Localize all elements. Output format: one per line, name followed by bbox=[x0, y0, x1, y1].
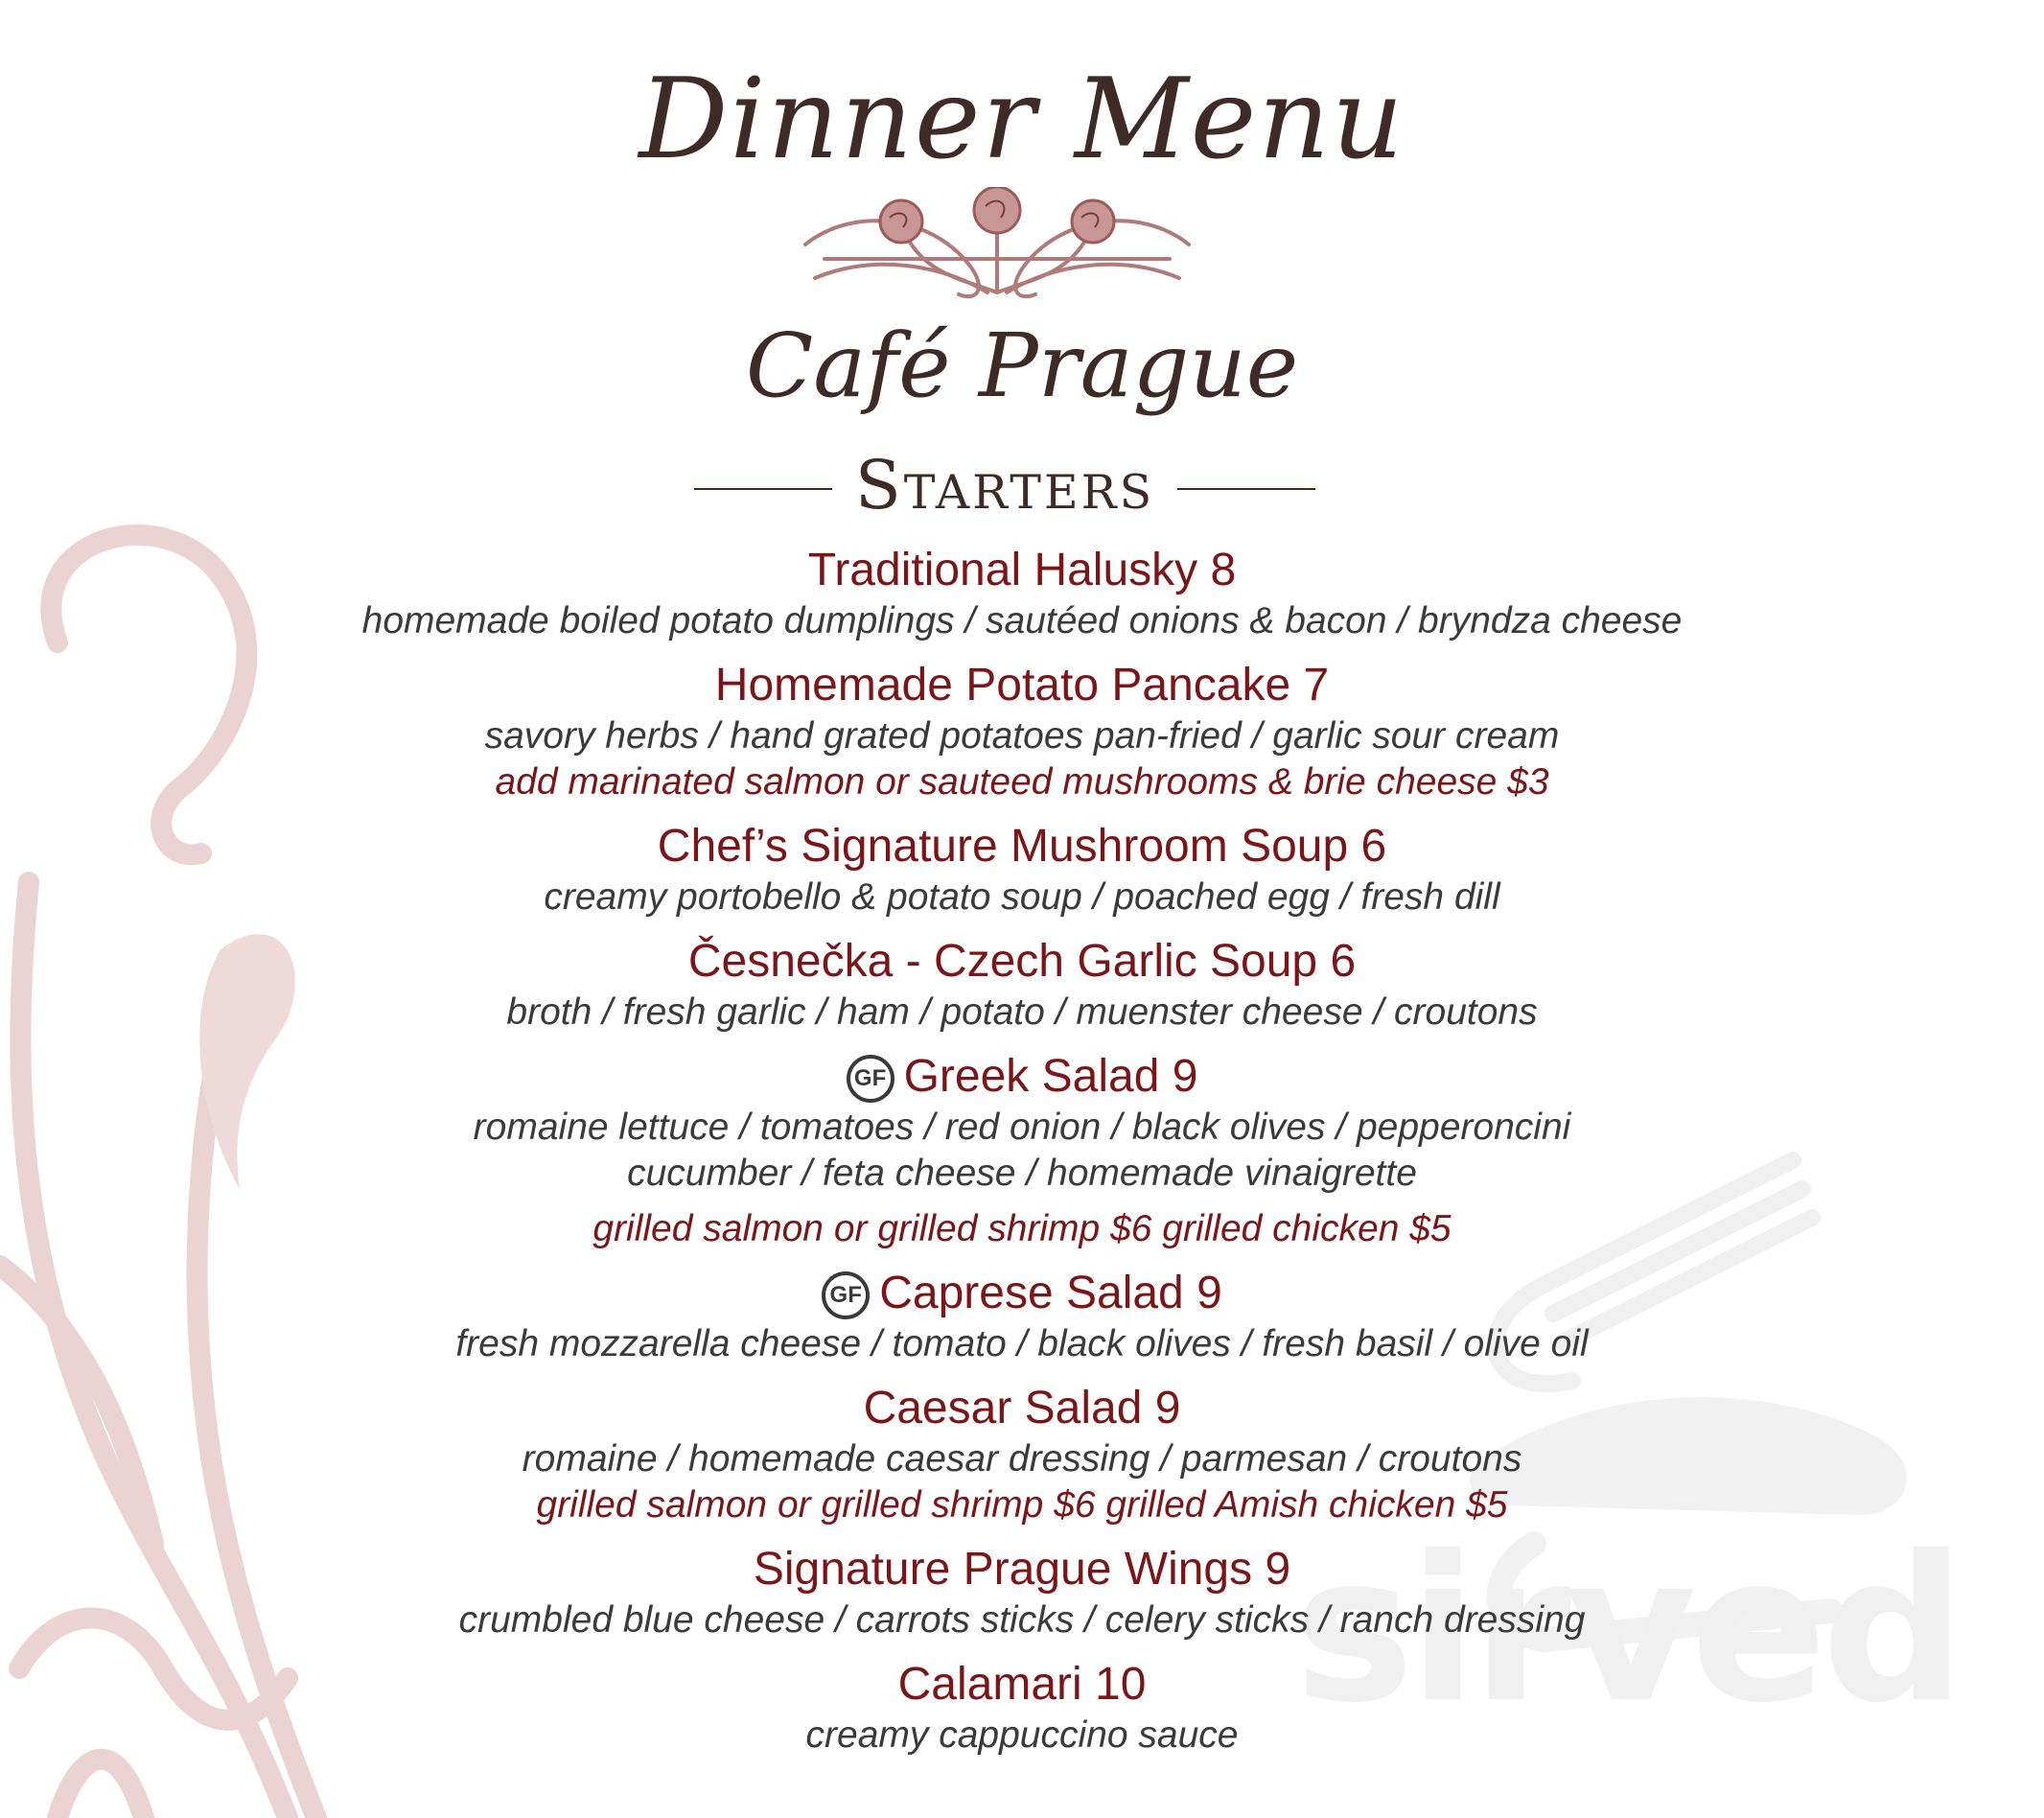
item-name: Caprese Salad 9 bbox=[879, 1268, 1222, 1318]
section-title: Starters bbox=[854, 446, 1155, 524]
menu-item bbox=[0, 1049, 2044, 1252]
item-name: Česnečka - Czech Garlic Soup 6 bbox=[687, 936, 1357, 987]
item-description: savory herbs / hand grated potatoes pan-fried / garlic sour cream bbox=[484, 715, 1560, 757]
item-description: broth / fresh garlic / ham / potato / muenster cheese / croutons bbox=[506, 991, 1538, 1033]
item-addon: add marinated salmon or sauteed mushrooms & brie cheese $3 bbox=[495, 761, 1549, 803]
item-name-row bbox=[0, 1266, 2044, 1321]
item-name: Homemade Potato Pancake 7 bbox=[714, 660, 1330, 711]
item-name-row bbox=[0, 1049, 2044, 1105]
menu-item bbox=[0, 658, 2044, 805]
item-description: cucumber / feta cheese / homemade vinaigrette bbox=[627, 1153, 1417, 1194]
menu-item bbox=[0, 1266, 2044, 1367]
menu-item bbox=[0, 819, 2044, 921]
item-description: crumbled blue cheese / carrots sticks / celery sticks / ranch dressing bbox=[458, 1599, 1586, 1641]
gluten-free-badge-icon: GF bbox=[847, 1055, 894, 1103]
section-header bbox=[0, 447, 2044, 524]
item-name: Signature Prague Wings 9 bbox=[753, 1544, 1291, 1595]
item-description: homemade boiled potato dumplings / sautéed onions & bacon / bryndza cheese bbox=[361, 600, 1683, 641]
item-name: Chef’s Signature Mushroom Soup 6 bbox=[657, 821, 1387, 872]
floral-flourish-icon bbox=[796, 187, 1198, 312]
item-name: Traditional Halusky 8 bbox=[807, 545, 1237, 595]
item-name: Caesar Salad 9 bbox=[863, 1383, 1181, 1433]
rule-right bbox=[1177, 488, 1315, 490]
menu-item bbox=[0, 934, 2044, 1036]
item-description: creamy portobello & potato soup / poached egg / fresh dill bbox=[544, 876, 1500, 918]
item-addon: grilled salmon or grilled shrimp $6 grilled Amish chicken $5 bbox=[536, 1484, 1508, 1526]
item-name: Greek Salad 9 bbox=[903, 1051, 1198, 1102]
menu-list bbox=[0, 543, 2044, 1772]
restaurant-name: Café Prague bbox=[745, 315, 1299, 417]
item-description: romaine / homemade caesar dressing / parmesan / croutons bbox=[522, 1438, 1522, 1480]
item-description: romaine lettuce / tomatoes / red onion / black olives / pepperoncini bbox=[473, 1107, 1571, 1148]
item-addon: grilled salmon or grilled shrimp $6 grilled chicken $5 bbox=[592, 1208, 1452, 1249]
menu-item bbox=[0, 1542, 2044, 1643]
gluten-free-badge-icon: GF bbox=[822, 1271, 870, 1319]
menu-item bbox=[0, 543, 2044, 644]
menu-item bbox=[0, 1657, 2044, 1759]
item-description: creamy cappuccino sauce bbox=[805, 1714, 1239, 1756]
sirved-watermark: sirved bbox=[1294, 1512, 1961, 1747]
menu-title: Dinner Menu bbox=[639, 55, 1405, 184]
item-name: Calamari 10 bbox=[897, 1659, 1147, 1710]
item-description: fresh mozzarella cheese / tomato / black olives / fresh basil / olive oil bbox=[455, 1323, 1589, 1364]
rule-left bbox=[694, 488, 832, 490]
menu-item bbox=[0, 1381, 2044, 1528]
